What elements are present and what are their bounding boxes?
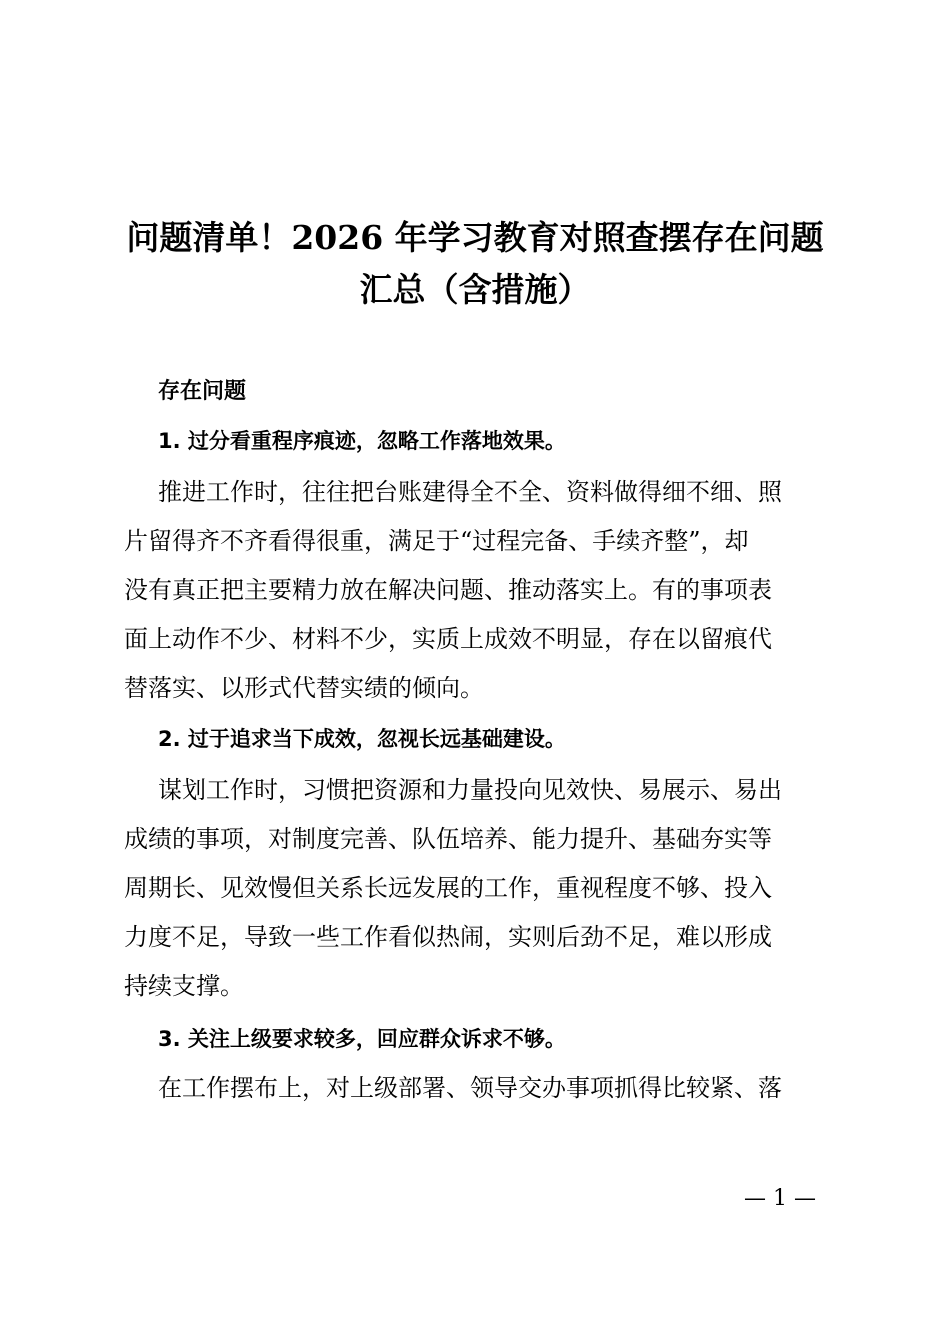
- paragraph-line: 没有真正把主要精力放在解决问题、推动落实上。有的事项表: [124, 576, 772, 604]
- page-number: — 1 —: [744, 1186, 816, 1211]
- item-body-3: [124, 1064, 824, 1113]
- item-body-1: [124, 468, 824, 713]
- item-heading-2: 2. 过于追求当下成效，忽视长远基础建设。: [158, 727, 566, 751]
- paragraph-line: 力度不足，导致一些工作看似热闹，实则后劲不足，难以形成: [124, 923, 772, 951]
- item-body-2: [124, 766, 824, 1011]
- document-title-line-2: 汇总（含措施）: [359, 270, 591, 309]
- paragraph-line: 面上动作不少、材料不少，实质上成效不明显，存在以留痕代: [124, 625, 772, 653]
- section-heading: 存在问题: [158, 379, 247, 404]
- item-heading-3: 3. 关注上级要求较多，回应群众诉求不够。: [158, 1027, 566, 1051]
- paragraph-line: 在工作摆布上，对上级部署、领导交办事项抓得比较紧、落: [158, 1074, 782, 1102]
- paragraph-line: 谋划工作时，习惯把资源和力量投向见效快、易展示、易出: [158, 776, 782, 804]
- item-heading-1: 1. 过分看重程序痕迹，忽略工作落地效果。: [158, 429, 566, 453]
- paragraph-line: 持续支撑。: [124, 972, 244, 1000]
- paragraph-line: 成绩的事项，对制度完善、队伍培养、能力提升、基础夯实等: [124, 825, 772, 853]
- paragraph-line: 替落实、以形式代替实绩的倾向。: [124, 674, 484, 702]
- paragraph-line: 片留得齐不齐看得很重，满足于“过程完备、手续齐整”，却: [124, 527, 749, 555]
- paragraph-line: 推进工作时，往往把台账建得全不全、资料做得细不细、照: [158, 478, 782, 506]
- document-title-line-1: 问题清单！2026 年学习教育对照查摆存在问题: [126, 218, 824, 257]
- paragraph-line: 周期长、见效慢但关系长远发展的工作，重视程度不够、投入: [124, 874, 772, 902]
